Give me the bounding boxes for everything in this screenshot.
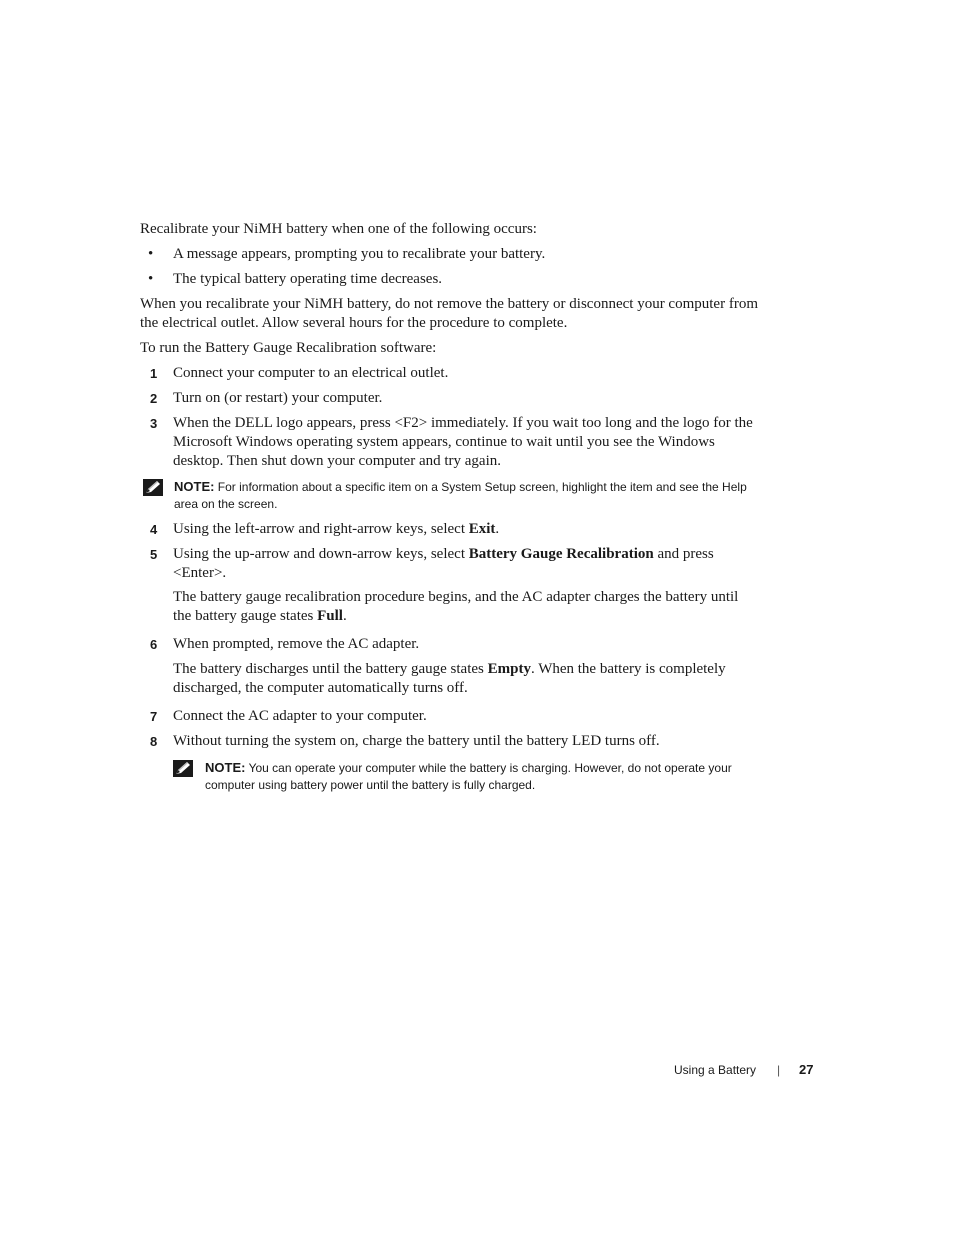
step-number: 7: [150, 709, 158, 724]
bullet-marker: •: [148, 271, 154, 287]
note-body: For information about a specific item on a System Setup screen, highlight the item and see the Help area on the screen.: [174, 480, 747, 511]
step-detail: The battery gauge recalibration procedure begins, and the AC adapter charges the battery until the battery gauge states Full.: [173, 589, 739, 624]
step-number: 2: [150, 391, 158, 406]
step-text: When prompted, remove the AC adapter.: [173, 636, 420, 652]
note-pencil-icon: [143, 479, 163, 496]
step-text: Turn on (or restart) your computer.: [173, 390, 383, 406]
menu-option-exit: Exit: [468, 521, 496, 537]
recalibrate-warning-paragraph: When you recalibrate your NiMH battery, do not remove the battery or disconnect your computer from the electrical outlet. Allow several hours for the procedure to complete.: [140, 296, 758, 331]
note-pencil-icon: [173, 760, 193, 777]
step-text: Using the up-arrow and down-arrow keys, select Battery Gauge Recalibration and press <Enter>.: [173, 546, 714, 581]
note-label: NOTE:: [205, 760, 246, 775]
step-number: 4: [150, 522, 158, 537]
step-number: 8: [150, 734, 158, 749]
bullet-item: A message appears, prompting you to recalibrate your battery.: [173, 246, 546, 262]
step-text: Connect your computer to an electrical outlet.: [173, 365, 449, 381]
step-text: Without turning the system on, charge the battery until the battery LED turns off.: [173, 733, 660, 749]
step-detail: The battery discharges until the battery gauge states Empty. When the battery is completely discharged, the computer automatically turns off.: [173, 661, 726, 696]
note-body: You can operate your computer while the battery is charging. However, do not operate your computer using battery power until the battery is fully charged.: [205, 761, 732, 792]
footer-section-title: Using a Battery: [674, 1063, 757, 1077]
page-number: 27: [799, 1062, 814, 1077]
run-software-paragraph: To run the Battery Gauge Recalibration software:: [140, 340, 437, 356]
step-number: 5: [150, 547, 158, 562]
step-number: 3: [150, 416, 158, 431]
menu-option-battery-gauge: Battery Gauge Recalibration: [468, 546, 654, 562]
intro-paragraph: Recalibrate your NiMH battery when one of the following occurs:: [140, 221, 537, 237]
note-label: NOTE:: [174, 479, 215, 494]
step-number: 1: [150, 366, 158, 381]
footer-separator: |: [777, 1063, 781, 1077]
note-system-setup: [174, 478, 754, 513]
step-number: 6: [150, 637, 158, 652]
bullet-item: The typical battery operating time decreases.: [173, 271, 443, 287]
step-text: Connect the AC adapter to your computer.: [173, 708, 427, 724]
step-text: Using the left-arrow and right-arrow keys, select Exit.: [173, 521, 500, 537]
note-charging: [205, 759, 765, 794]
gauge-state-empty: Empty: [487, 661, 531, 677]
bullet-marker: •: [148, 246, 154, 262]
gauge-state-full: Full: [317, 608, 343, 624]
step-text: When the DELL logo appears, press <F2> immediately. If you wait too long and the logo for the Microsoft Windows operating system appears, continue to wait until you see the Windows desktop. Then shut down your computer and try again.: [173, 415, 753, 469]
